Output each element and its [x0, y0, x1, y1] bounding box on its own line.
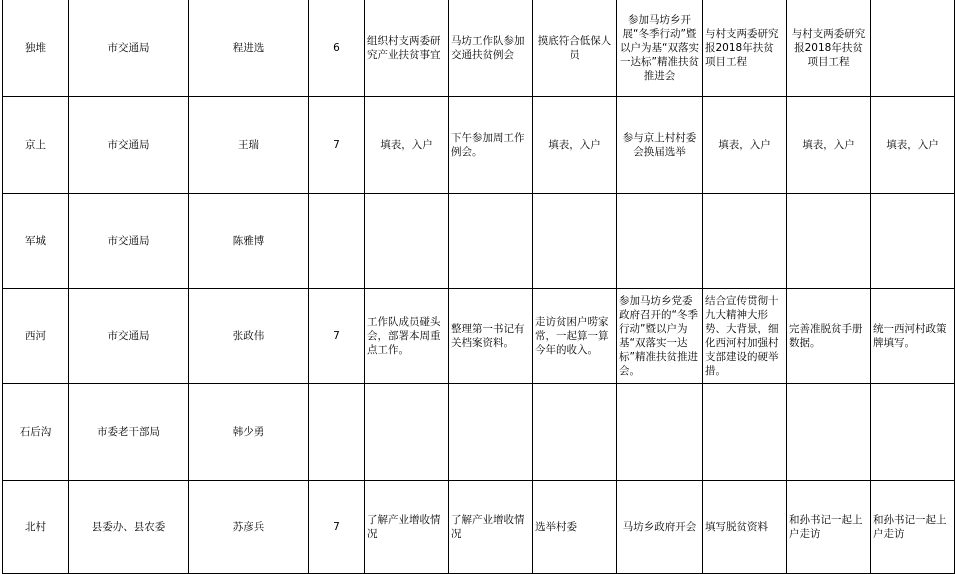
activity-cell: 马坊乡政府开会	[617, 481, 703, 574]
unit-cell: 市委老干部局	[69, 384, 189, 481]
person-cell: 张政伟	[189, 289, 309, 384]
activity-cell: 与村支两委研究报2018年扶贫项目工程	[703, 0, 787, 97]
unit-cell: 市交通局	[69, 0, 189, 97]
village-cell: 西河	[3, 289, 69, 384]
activity-cell: 工作队成员碰头会，部署本周重点工作。	[365, 289, 449, 384]
activity-cell: 填写脱贫资料	[703, 481, 787, 574]
unit-cell: 市交通局	[69, 97, 189, 194]
activity-cell: 填表，入户	[787, 97, 871, 194]
activity-cell	[871, 0, 955, 97]
activity-cell: 走访贫困户唠家常，一起算一算今年的收入。	[533, 289, 617, 384]
table-row	[3, 289, 955, 384]
activity-cell: 结合宣传贯彻十九大精神大形势、大背景，细化西河村加强村支部建设的硬举措。	[703, 289, 787, 384]
activity-cell: 完善准脱贫手册数据。	[787, 289, 871, 384]
activity-cell	[365, 194, 449, 289]
activity-cell	[787, 194, 871, 289]
activity-cell	[533, 194, 617, 289]
activity-cell	[703, 194, 787, 289]
days-cell: 7	[309, 481, 365, 574]
activity-cell: 参与京上村村委会换届选举	[617, 97, 703, 194]
village-cell: 北村	[3, 481, 69, 574]
activity-cell: 填表，入户	[533, 97, 617, 194]
activity-cell: 下午参加周工作例会。	[449, 97, 533, 194]
days-cell	[309, 384, 365, 481]
table-row	[3, 194, 955, 289]
days-cell: 6	[309, 0, 365, 97]
activity-cell	[871, 194, 955, 289]
activity-cell: 填表，入户	[703, 97, 787, 194]
village-cell: 军城	[3, 194, 69, 289]
activity-cell	[449, 194, 533, 289]
activity-cell: 填表，入户	[871, 97, 955, 194]
activity-cell	[787, 384, 871, 481]
activity-cell: 马坊工作队参加交通扶贫例会	[449, 0, 533, 97]
table-row	[3, 0, 955, 97]
activity-cell: 选举村委	[533, 481, 617, 574]
activity-cell	[703, 384, 787, 481]
village-cell: 京上	[3, 97, 69, 194]
activity-cell: 了解产业增收情况	[449, 481, 533, 574]
activity-cell: 整理第一书记有关档案资料。	[449, 289, 533, 384]
table-row	[3, 481, 955, 574]
activity-cell	[449, 384, 533, 481]
activity-cell: 与村支两委研究报2018年扶贫项目工程	[787, 0, 871, 97]
unit-cell: 市交通局	[69, 289, 189, 384]
person-cell: 苏彦兵	[189, 481, 309, 574]
person-cell: 韩少勇	[189, 384, 309, 481]
activity-cell: 填表，入户	[365, 97, 449, 194]
person-cell: 陈雅博	[189, 194, 309, 289]
person-cell: 王瑞	[189, 97, 309, 194]
village-cell: 独堆	[3, 0, 69, 97]
activity-cell: 组织村支两委研究产业扶贫事宜	[365, 0, 449, 97]
activity-cell: 摸底符合低保人员	[533, 0, 617, 97]
activity-cell: 和孙书记一起上户走访	[787, 481, 871, 574]
days-cell: 7	[309, 97, 365, 194]
activity-cell	[871, 384, 955, 481]
days-cell	[309, 194, 365, 289]
village-cell: 石后沟	[3, 384, 69, 481]
activity-cell	[617, 194, 703, 289]
activity-cell: 参加马坊乡党委政府召开的“冬季行动”暨以户为基“双落实一达标”精准扶贫推进会。	[617, 289, 703, 384]
activity-cell	[365, 384, 449, 481]
days-cell: 7	[309, 289, 365, 384]
activity-cell: 参加马坊乡开展“冬季行动”暨以户为基“双落实一达标”精准扶贫推进会	[617, 0, 703, 97]
activity-cell	[533, 384, 617, 481]
activity-cell	[617, 384, 703, 481]
table-row	[3, 384, 955, 481]
table-row	[3, 97, 955, 194]
unit-cell: 市交通局	[69, 194, 189, 289]
person-cell: 程进选	[189, 0, 309, 97]
unit-cell: 县委办、县农委	[69, 481, 189, 574]
activity-cell: 了解产业增收情况	[365, 481, 449, 574]
activity-cell: 统一西河村政策牌填写。	[871, 289, 955, 384]
village-work-log-table	[2, 0, 955, 574]
activity-cell: 和孙书记一起上户走访	[871, 481, 955, 574]
